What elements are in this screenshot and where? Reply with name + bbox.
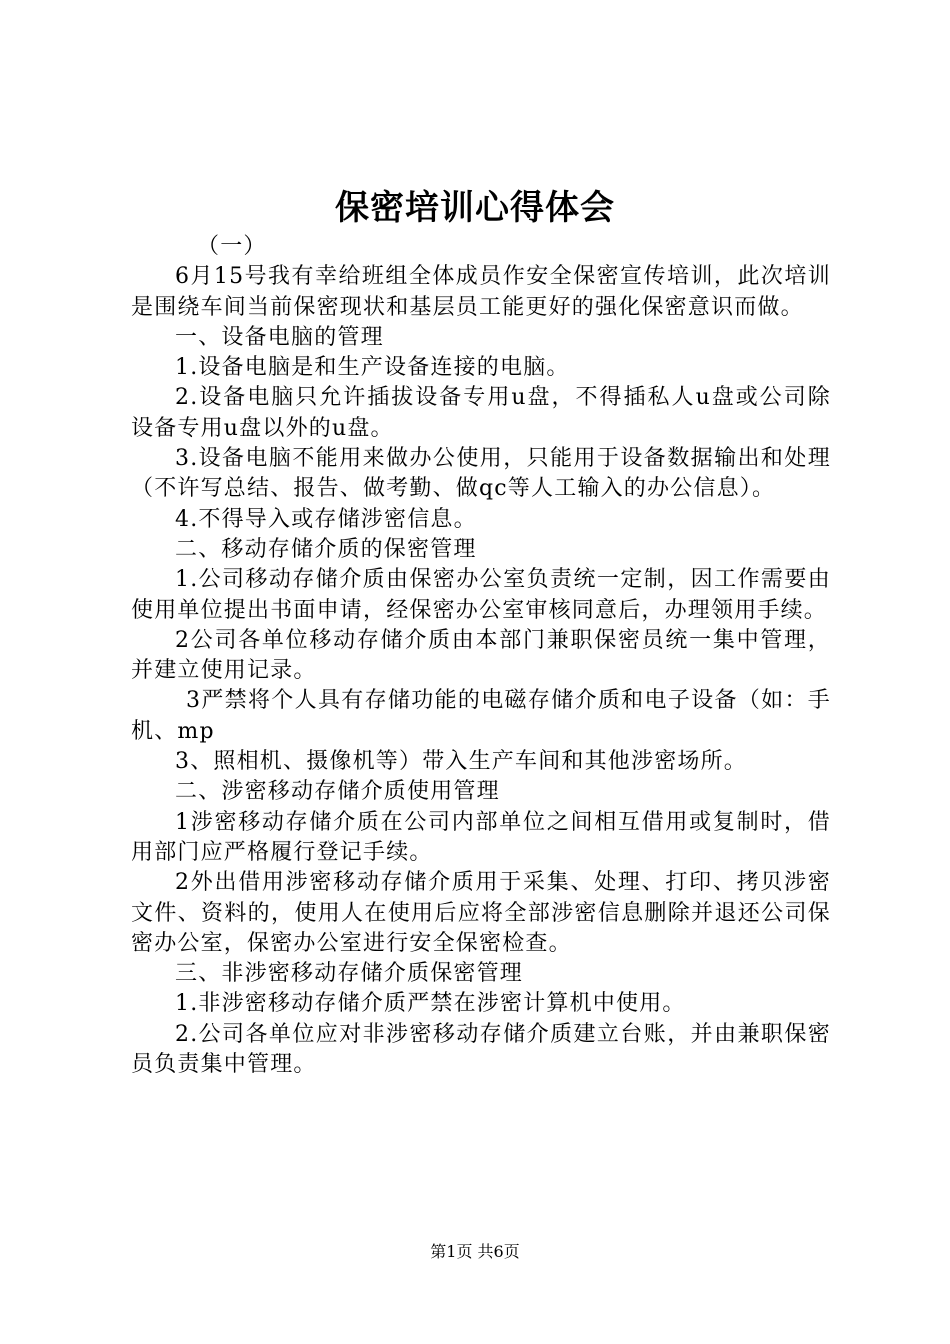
page-footer: 第1页 共6页 — [430, 1242, 520, 1261]
document-body — [131, 232, 831, 1080]
section-heading: 一、设备电脑的管理 — [175, 324, 384, 350]
list-item: 3.设备电脑不能用来做办公使用，只能用于设备数据输出和处理（不许写总结、报告、做考勤、做qc等人工输入的办公信息）。 — [131, 446, 831, 502]
list-item: 2外出借用涉密移动存储介质用于采集、处理、打印、拷贝涉密文件、资料的，使用人在使用后应将全部涉密信息删除并退还公司保密办公室，保密办公室进行安全保密检查。 — [131, 870, 831, 956]
section-heading: 二、涉密移动存储介质使用管理 — [175, 779, 500, 805]
list-item: 3严禁将个人具有存储功能的电磁存储介质和电子设备（如：手机、mp — [131, 688, 831, 744]
section-heading: 二、移动存储介质的保密管理 — [175, 536, 477, 562]
list-item: 4.不得导入或存储涉密信息。 — [175, 506, 477, 532]
list-item: 1涉密移动存储介质在公司内部单位之间相互借用或复制时，借用部门应严格履行登记手续。 — [131, 809, 831, 865]
list-item: 1.设备电脑是和生产设备连接的电脑。 — [175, 355, 570, 381]
paragraph: 6月15号我有幸给班组全体成员作安全保密宣传培训，此次培训是围绕车间当前保密现状和基层员工能更好的强化保密意识而做。 — [131, 264, 831, 320]
list-item: 2.公司各单位应对非涉密移动存储介质建立台账，并由兼职保密员负责集中管理。 — [131, 1021, 831, 1078]
list-item: 1.非涉密移动存储介质严禁在涉密计算机中使用。 — [175, 991, 686, 1017]
list-item: 3、照相机、摄像机等）带入生产车间和其他涉密场所。 — [175, 749, 747, 775]
section-heading: 三、非涉密移动存储介质保密管理 — [175, 961, 524, 987]
document-title: 保密培训心得体会 — [335, 188, 615, 228]
list-item: 2公司各单位移动存储介质由本部门兼职保密员统一集中管理，并建立使用记录。 — [131, 627, 831, 684]
list-item: 1.公司移动存储介质由保密办公室负责统一定制，因工作需要由使用单位提出书面申请，经保密办公室审核同意后，办理领用手续。 — [131, 567, 831, 623]
list-item: 2.设备电脑只允许插拔设备专用u盘，不得插私人u盘或公司除设备专用u盘以外的u盘。 — [131, 385, 831, 441]
section-marker: （一） — [197, 234, 267, 259]
